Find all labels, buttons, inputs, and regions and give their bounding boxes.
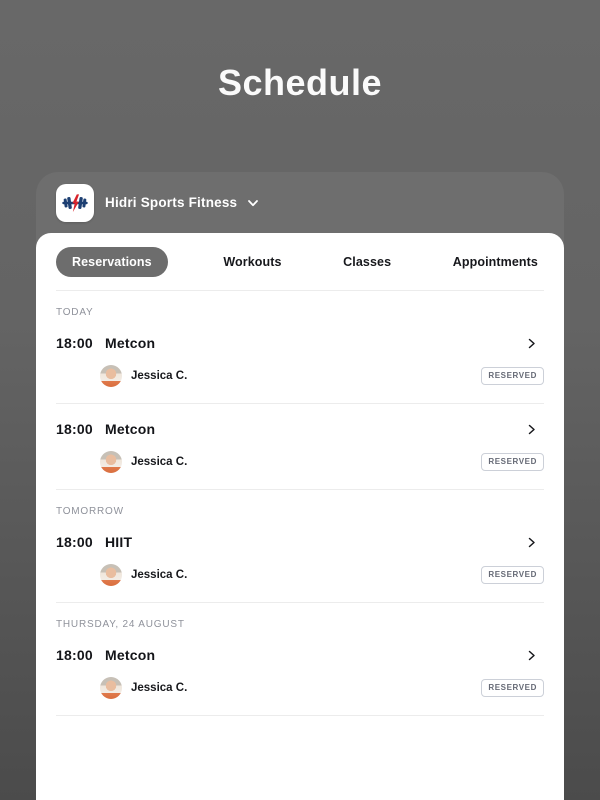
- attendee-row: [56, 365, 544, 387]
- reservation-row[interactable]: [56, 647, 544, 663]
- status-badge: RESERVED: [481, 367, 544, 385]
- schedule-section: [56, 506, 544, 603]
- reservation-row[interactable]: [56, 335, 544, 351]
- tab-classes[interactable]: Classes: [337, 255, 397, 269]
- club-selector[interactable]: [36, 172, 564, 233]
- reservation-name: HIIT: [105, 534, 133, 550]
- status-badge: RESERVED: [481, 453, 544, 471]
- divider: [56, 715, 544, 716]
- club-logo: [56, 184, 94, 222]
- reservation-name: Metcon: [105, 335, 156, 351]
- page-title: Schedule: [217, 62, 383, 103]
- attendee-name: Jessica C.: [131, 370, 188, 382]
- divider: [56, 489, 544, 490]
- tab-workouts[interactable]: Workouts: [217, 255, 287, 269]
- section-date-label: THURSDAY, 24 AUGUST: [56, 619, 185, 630]
- reservation-time: 18:00: [56, 534, 93, 550]
- schedule-panel: [36, 172, 564, 800]
- reservation-time: 18:00: [56, 335, 93, 351]
- schedule-section: [56, 307, 544, 490]
- divider: [56, 403, 544, 404]
- reservation-name: Metcon: [105, 647, 156, 663]
- section-date-label: TOMORROW: [56, 506, 124, 517]
- section-date-label: TODAY: [56, 307, 94, 318]
- attendee-row: [56, 451, 544, 473]
- attendee-name: Jessica C.: [131, 456, 188, 468]
- chevron-right-icon: [525, 649, 544, 662]
- divider: [56, 290, 544, 291]
- tab-bar: [56, 247, 544, 277]
- reservation-name: Metcon: [105, 421, 156, 437]
- attendee-avatar: [100, 677, 122, 699]
- reservation-list: [56, 307, 544, 716]
- chevron-right-icon: [525, 337, 544, 350]
- schedule-sheet: [36, 233, 564, 800]
- attendee-name: Jessica C.: [131, 569, 188, 581]
- reservation-row[interactable]: [56, 421, 544, 437]
- reservation-time: 18:00: [56, 647, 93, 663]
- tab-appointments[interactable]: Appointments: [447, 255, 544, 269]
- chevron-down-icon: [246, 196, 260, 210]
- divider: [56, 602, 544, 603]
- attendee-row: [56, 564, 544, 586]
- attendee-avatar: [100, 365, 122, 387]
- club-name: Hidri Sports Fitness: [105, 195, 238, 210]
- attendee-avatar: [100, 451, 122, 473]
- status-badge: RESERVED: [481, 566, 544, 584]
- tab-reservations[interactable]: Reservations: [56, 247, 168, 277]
- barbell-icon: [60, 188, 90, 218]
- chevron-right-icon: [525, 423, 544, 436]
- attendee-avatar: [100, 564, 122, 586]
- chevron-right-icon: [525, 536, 544, 549]
- schedule-section: [56, 619, 544, 716]
- reservation-time: 18:00: [56, 421, 93, 437]
- attendee-name: Jessica C.: [131, 682, 188, 694]
- attendee-row: [56, 677, 544, 699]
- reservation-row[interactable]: [56, 534, 544, 550]
- status-badge: RESERVED: [481, 679, 544, 697]
